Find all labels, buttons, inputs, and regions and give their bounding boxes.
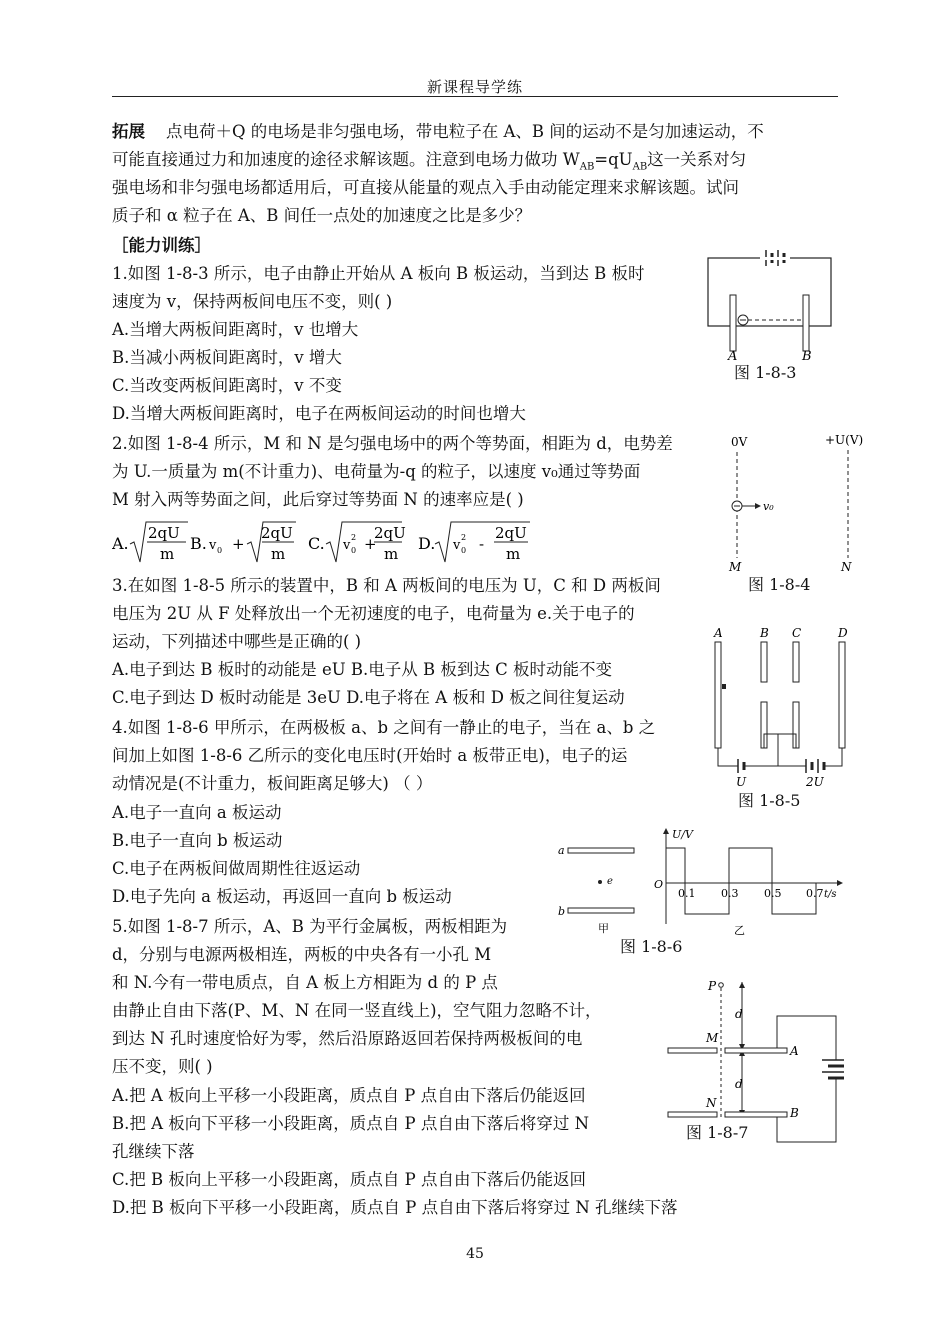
fig187-label-b: B bbox=[790, 1106, 799, 1120]
fig185-label-d: D bbox=[838, 626, 848, 640]
q5-option-a: A.把 A 板向上平移一小段距离，质点自 P 点自由下落后仍能返回 bbox=[112, 1086, 586, 1105]
q3-options-cd: C.电子到达 D 板时动能是 3eU D.电子将在 A 板和 D 板之间往复运动 bbox=[112, 688, 625, 707]
svg-text:m: m bbox=[271, 545, 286, 563]
fig186-label-jia: 甲 bbox=[598, 922, 609, 935]
svg-text:2qU: 2qU bbox=[261, 524, 293, 542]
q1-stem-1: 1.如图 1-8-3 所示，电子由静止开始从 A 板向 B 板运动，当到达 B 板时 bbox=[112, 264, 645, 283]
fig184-label-m: M bbox=[729, 560, 742, 574]
fig184-label-0v: 0V bbox=[731, 435, 748, 449]
svg-text:m: m bbox=[160, 545, 175, 563]
fig186-tick-07: 0.7 bbox=[806, 887, 824, 900]
page-header: 新课程导学练 bbox=[426, 78, 523, 96]
svg-text:2qU: 2qU bbox=[495, 524, 527, 542]
figure-1-8-4-caption: 图 1-8-4 bbox=[748, 575, 811, 594]
q2-option-d-label: D. bbox=[418, 534, 436, 553]
q5-option-b: B.把 A 板向下平移一小段距离，质点自 P 点自由下落后将穿过 N bbox=[112, 1114, 590, 1133]
svg-text:v: v bbox=[343, 538, 351, 553]
figure-1-8-7-caption: 图 1-8-7 bbox=[686, 1123, 749, 1142]
fig187-label-d2: d bbox=[735, 1077, 743, 1091]
extension-line-2: 可能直接通过力和加速度的途径求解该题。注意到电场力做功 $W_{AB}=qU_{AB}$这一关系对匀 bbox=[112, 150, 747, 173]
fig184-label-n: N bbox=[841, 560, 852, 574]
fig186-tick-05: 0.5 bbox=[764, 887, 782, 900]
figure-1-8-3 bbox=[700, 240, 840, 370]
fig186-label-yi: 乙 bbox=[734, 924, 745, 936]
fig183-label-b: B bbox=[802, 349, 812, 364]
svg-text:v: v bbox=[209, 538, 217, 553]
svg-text:0: 0 bbox=[461, 546, 467, 555]
fig183-label-a: A bbox=[728, 349, 738, 364]
fig187-label-a: A bbox=[790, 1044, 799, 1058]
q1-stem-2: 速度为 v，保持两板间电压不变，则( ) bbox=[112, 292, 393, 311]
figure-1-8-6-caption: 图 1-8-6 bbox=[620, 937, 683, 956]
svg-text:v: v bbox=[453, 538, 461, 553]
q5-option-b-cont: 孔继续下落 bbox=[112, 1142, 195, 1161]
svg-text:+: + bbox=[364, 535, 377, 553]
header-rule bbox=[112, 96, 838, 97]
extension-line-3: 强电场和非匀强电场都适用后，可直接从能量的观点入手由动能定理来求解该题。试问 bbox=[112, 178, 739, 197]
extension-line-1: 拓展 点电荷＋Q 的电场是非匀强电场，带电粒子在 A、B 间的运动不是匀加速运动，不 bbox=[112, 122, 764, 141]
q4-stem-2: 间加上如图 1-8-6 乙所示的变化电压时(开始时 a 板带正电)，电子的运 bbox=[112, 746, 628, 765]
fig187-label-d1: d bbox=[735, 1007, 743, 1021]
fig187-label-m: M bbox=[706, 1031, 719, 1045]
fig186-label-o: O bbox=[654, 878, 664, 891]
figure-1-8-6 bbox=[554, 826, 854, 936]
q2-stem-3: M 射入两等势面之间，此后穿过等势面 N 的速率应是( ) bbox=[112, 490, 524, 509]
q5-option-d: D.把 B 板向下平移一小段距离，质点自 P 点自由下落后将穿过 N 孔继续下落 bbox=[112, 1198, 678, 1217]
figure-1-8-3-caption: 图 1-8-3 bbox=[734, 363, 797, 382]
q3-options-ab: A.电子到达 B 板时的动能是 eU B.电子从 B 板到达 C 板时动能不变 bbox=[112, 660, 613, 679]
q5-stem-1: 5.如图 1-8-7 所示，A、B 为平行金属板，两板相距为 bbox=[112, 917, 508, 936]
q1-option-d: D.当增大两板间距离时，电子在两板间运动的时间也增大 bbox=[112, 404, 526, 423]
extension-line-4: 质子和 α 粒子在 A、B 间任一点处的加速度之比是多少？ bbox=[112, 206, 532, 225]
fig187-label-n: N bbox=[706, 1096, 717, 1110]
q4-option-d: D.电子先向 a 板运动，再返回一直向 b 板运动 bbox=[112, 887, 452, 906]
figure-1-8-5 bbox=[708, 624, 858, 790]
fig185-label-a: A bbox=[714, 626, 723, 640]
q2-option-b-label: B. bbox=[190, 534, 207, 553]
figure-1-8-4 bbox=[725, 428, 875, 578]
svg-text:-: - bbox=[479, 535, 485, 553]
svg-text:2qU: 2qU bbox=[148, 524, 180, 542]
q5-option-c: C.把 B 板向上平移一小段距离，质点自 P 点自由下落后仍能返回 bbox=[112, 1170, 586, 1189]
q5-stem-2: d，分别与电源两极相连，两板的中央各有一小孔 M bbox=[112, 945, 492, 964]
q5-stem-4: 由静止自由下落(P、M、N 在同一竖直线上)，空气阻力忽略不计， bbox=[112, 1001, 602, 1020]
fig185-label-b: B bbox=[760, 626, 769, 640]
fig185-label-2u: 2U bbox=[806, 775, 824, 789]
fig187-label-p: P bbox=[708, 979, 717, 993]
svg-text:2: 2 bbox=[461, 533, 467, 542]
q3-stem-1: 3.在如图 1-8-5 所示的装置中，B 和 A 两板间的电压为 U，C 和 D 两板间 bbox=[112, 576, 661, 595]
q3-stem-3: 运动，下列描述中哪些是正确的( ) bbox=[112, 632, 362, 651]
svg-text:m: m bbox=[506, 545, 521, 563]
q2-stem-2: 为 U.一质量为 m(不计重力)、电荷量为-q 的粒子，以速度 v₀通过等势面 bbox=[112, 462, 641, 481]
figure-1-8-5-caption: 图 1-8-5 bbox=[738, 791, 801, 810]
q2-option-a-label: A. bbox=[112, 534, 129, 553]
q4-option-a: A.电子一直向 a 板运动 bbox=[112, 803, 282, 822]
fig185-label-u: U bbox=[736, 775, 747, 789]
fig186-label-ts: t/s bbox=[824, 889, 837, 900]
fig186-label-e: e bbox=[607, 876, 613, 887]
q1-option-c: C.当改变两板间距离时，v 不变 bbox=[112, 376, 342, 395]
fig184-label-u: +U(V) bbox=[825, 433, 864, 447]
fig185-label-c: C bbox=[792, 626, 802, 640]
q1-option-b: B.当减小两板间距离时，v 增大 bbox=[112, 348, 342, 367]
svg-text:+: + bbox=[232, 535, 245, 553]
q1-option-a: A.当增大两板间距离时，v 也增大 bbox=[112, 320, 359, 339]
fig186-label-a: a bbox=[558, 844, 565, 857]
q2-option-c-label: C. bbox=[308, 534, 325, 553]
fig186-tick-01: 0.1 bbox=[678, 887, 696, 900]
fig186-tick-03: 0.3 bbox=[721, 887, 739, 900]
svg-text:m: m bbox=[384, 545, 399, 563]
q3-stem-2: 电压为 2U 从 F 处释放出一个无初速度的电子，电荷量为 e.关于电子的 bbox=[112, 604, 635, 623]
q4-option-b: B.电子一直向 b 板运动 bbox=[112, 831, 283, 850]
q4-stem-3: 动情况是(不计重力，板间距离足够大) （ ） bbox=[112, 774, 433, 793]
q5-stem-6: 压不变，则( ) bbox=[112, 1057, 213, 1076]
q5-stem-3: 和 N.今有一带电质点，自 A 板上方相距为 d 的 P 点 bbox=[112, 973, 498, 992]
extension-label: 拓展 bbox=[112, 122, 145, 141]
q2-options-formulas bbox=[112, 518, 542, 566]
q2-stem-1: 2.如图 1-8-4 所示，M 和 N 是匀强电场中的两个等势面，相距为 d，电势差 bbox=[112, 434, 673, 453]
svg-text:0: 0 bbox=[351, 546, 357, 555]
q4-option-c: C.电子在两板间做周期性往返运动 bbox=[112, 859, 361, 878]
q4-stem-1: 4.如图 1-8-6 甲所示，在两极板 a、b 之间有一静止的电子，当在 a、b 之 bbox=[112, 718, 656, 737]
q5-stem-5: 到达 N 孔时速度恰好为零，然后沿原路返回若保持两极板间的电 bbox=[112, 1029, 583, 1048]
fig186-label-b: b bbox=[558, 905, 566, 918]
svg-text:2qU: 2qU bbox=[374, 524, 406, 542]
page-number: 45 bbox=[466, 1246, 484, 1262]
section-title: ［能力训练］ bbox=[112, 236, 211, 255]
fig184-label-v0: v₀ bbox=[763, 500, 774, 513]
fig186-label-uv: U/V bbox=[672, 828, 693, 841]
svg-text:2: 2 bbox=[351, 533, 357, 542]
svg-text:0: 0 bbox=[217, 546, 223, 555]
